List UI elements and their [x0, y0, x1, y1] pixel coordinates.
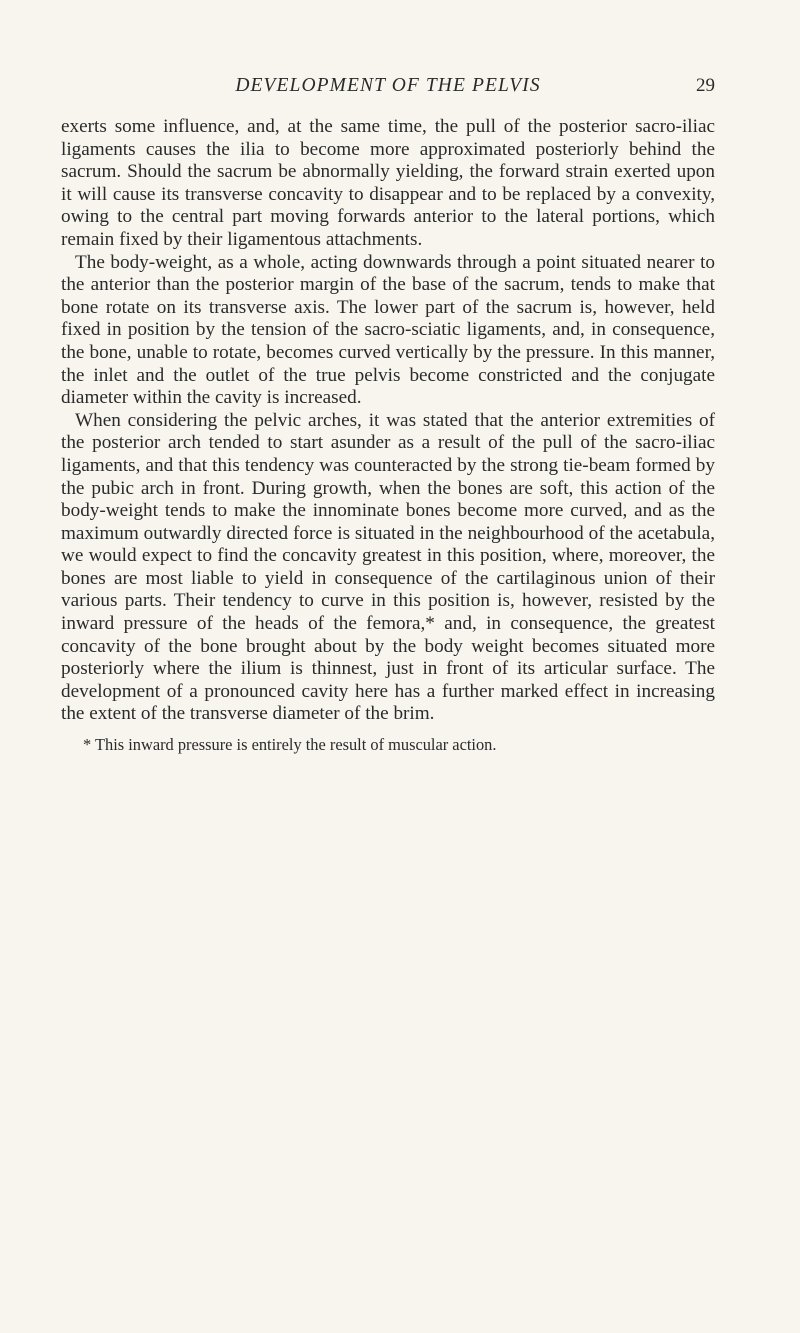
page-number: 29 [696, 75, 715, 96]
paragraph-continuation: exerts some influence, and, at the same time, the pull of the posterior sacro-iliac ligaments causes the ilia to become more approximated posteriorly behind the sacrum. Should the sacrum be abnormally yielding, the forward strain exerted upon it will cause its transverse concavity to disappear and to be replaced by a convexity, owing to the central part moving forwards anterior to the lateral portions, which remain fixed by their ligamentous attachments. [61, 116, 715, 250]
body-text [61, 116, 715, 726]
running-title: DEVELOPMENT OF THE PELVIS [235, 75, 541, 96]
footnote: * This inward pressure is entirely the result of muscular action. [83, 735, 497, 755]
book-page [61, 72, 715, 755]
paragraph-pelvic-arches: When considering the pelvic arches, it was stated that the anterior extremities of the posterior arch tended to start asunder as a result of the pull of the sacro-iliac ligaments, and that this tendency was counteracted by the strong tie-beam formed by the pubic arch in front. During growth, when the bones are soft, this action of the body-weight tends to make the innominate bones become more curved, and as the maximum outwardly directed force is situated in the neighbourhood of the acetabula, we would expect to find the concavity greatest in this position, where, moreover, the bones are most liable to yield in consequence of the cartilaginous union of their various parts. Their tendency to curve in this position is, however, resisted by the inward pressure of the heads of the femora,* and, in consequence, the greatest concavity of the bone brought about by the body weight becomes situated more posteriorly where the ilium is thinnest, just in front of its articular surface. The development of a pronounced cavity here has a further marked effect in increasing the extent of the transverse diameter of the brim. [61, 409, 715, 725]
paragraph-body-weight: The body-weight, as a whole, acting downwards through a point situated nearer to the anterior than the posterior margin of the base of the sacrum, tends to make that bone rotate on its transverse axis. The lower part of the sacrum is, however, held fixed in position by the tension of the sacro-sciatic ligaments, and, in consequence, the bone, unable to rotate, becomes curved vertically by the pressure. In this manner, the inlet and the outlet of the true pelvis become constricted and the conjugate diameter within the cavity is increased. [61, 251, 715, 409]
running-head [61, 72, 715, 100]
